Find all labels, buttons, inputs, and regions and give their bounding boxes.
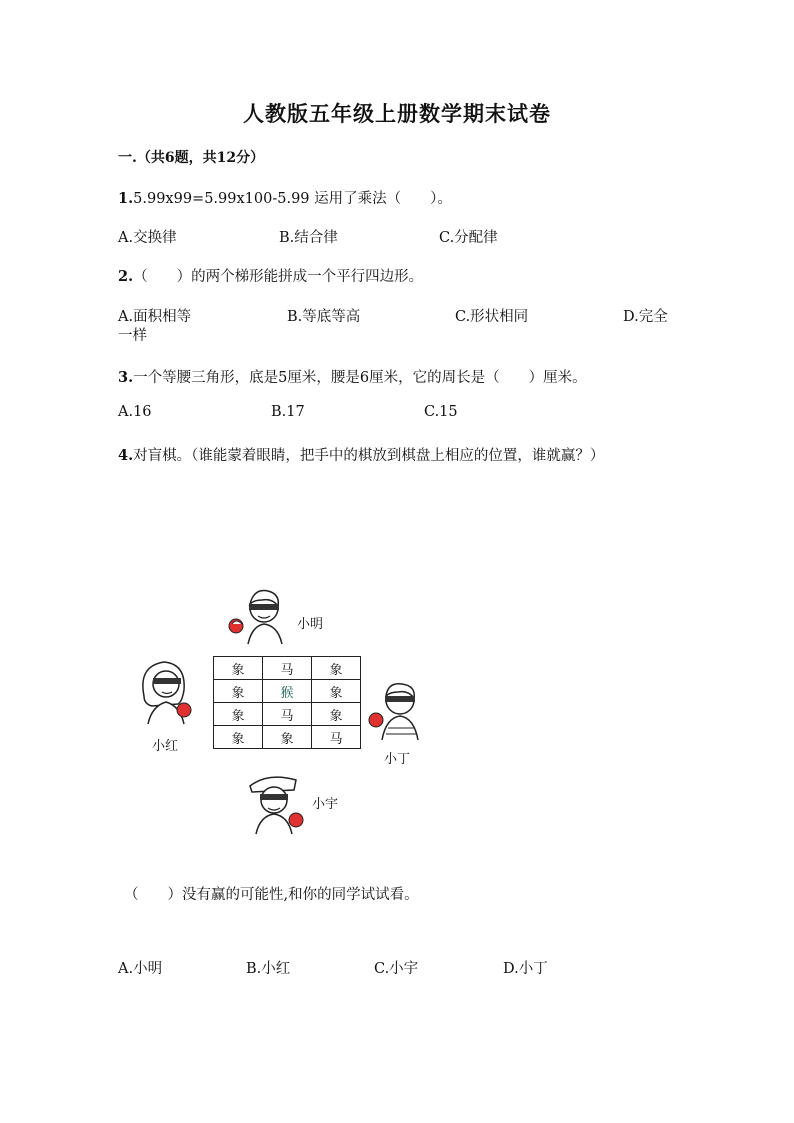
question-number: 4.	[118, 447, 134, 464]
q4-option-d[interactable]: D.小丁	[503, 961, 548, 977]
question-number: 3.	[118, 369, 134, 386]
page-title: 人教版五年级上册数学期末试卷	[243, 101, 551, 126]
q3-option-b[interactable]: B.17	[271, 404, 305, 420]
question-text: 对盲棋。（谁能蒙着眼睛，把手中的棋放到棋盘上相应的位置，谁就赢？）	[133, 448, 605, 464]
q1-option-b[interactable]: B.结合律	[279, 230, 338, 246]
question-4-prompt: （ ）没有赢的可能性,和你的同学试试看。	[124, 887, 419, 903]
q2-option-b[interactable]: B.等底等高	[287, 309, 361, 325]
q4-option-c[interactable]: C.小宇	[374, 961, 419, 977]
q2-option-d[interactable]: D.完全	[623, 309, 668, 325]
girl-xiaohong-illustration	[132, 656, 202, 726]
boy-xiaoyu-illustration	[238, 770, 310, 836]
board-cell: 象	[263, 726, 312, 749]
board-cell: 猴	[263, 680, 312, 703]
board-cell: 象	[312, 680, 361, 703]
q2-option-a[interactable]: A.面积相等	[118, 309, 192, 325]
q3-option-a[interactable]: A.16	[118, 404, 152, 420]
question-text: 5.99x99=5.99x100-5.99 运用了乘法（ ）。	[133, 191, 452, 207]
board-cell: 象	[312, 703, 361, 726]
section-heading: 一.（共6题，共12分）	[118, 150, 265, 166]
board-cell: 象	[214, 703, 263, 726]
q2-option-d-continued: 一样	[118, 328, 147, 344]
q4-option-a[interactable]: A.小明	[118, 961, 163, 977]
q4-option-b[interactable]: B.小红	[246, 961, 291, 977]
board-cell: 马	[263, 657, 312, 680]
question-text: （ ）的两个梯形能拼成一个平行四边形。	[133, 269, 424, 285]
question-4	[118, 444, 604, 465]
name-xiaohong: 小红	[152, 739, 179, 754]
boy-xiaoming-illustration	[224, 578, 294, 648]
q3-option-c[interactable]: C.15	[424, 404, 458, 420]
board-cell: 象	[312, 657, 361, 680]
question-3	[118, 366, 587, 387]
board-cell: 马	[263, 703, 312, 726]
board-cell: 马	[312, 726, 361, 749]
q2-option-c[interactable]: C.形状相同	[455, 309, 529, 325]
name-xiaoding: 小丁	[384, 752, 411, 767]
board-cell: 象	[214, 726, 263, 749]
name-xiaoyu: 小宇	[312, 797, 339, 812]
question-text: 一个等腰三角形，底是5厘米，腰是6厘米，它的周长是（ ）厘米。	[133, 370, 587, 386]
question-2	[118, 265, 423, 286]
chess-board	[213, 656, 361, 749]
question-1	[118, 187, 452, 208]
board-cell: 象	[214, 680, 263, 703]
q1-option-c[interactable]: C.分配律	[439, 230, 498, 246]
question-number: 2.	[118, 268, 134, 285]
board-cell: 象	[214, 657, 263, 680]
boy-xiaoding-illustration	[364, 676, 430, 742]
question-number: 1.	[118, 190, 134, 207]
q1-option-a[interactable]: A.交换律	[118, 230, 177, 246]
name-xiaoming: 小明	[297, 617, 324, 632]
